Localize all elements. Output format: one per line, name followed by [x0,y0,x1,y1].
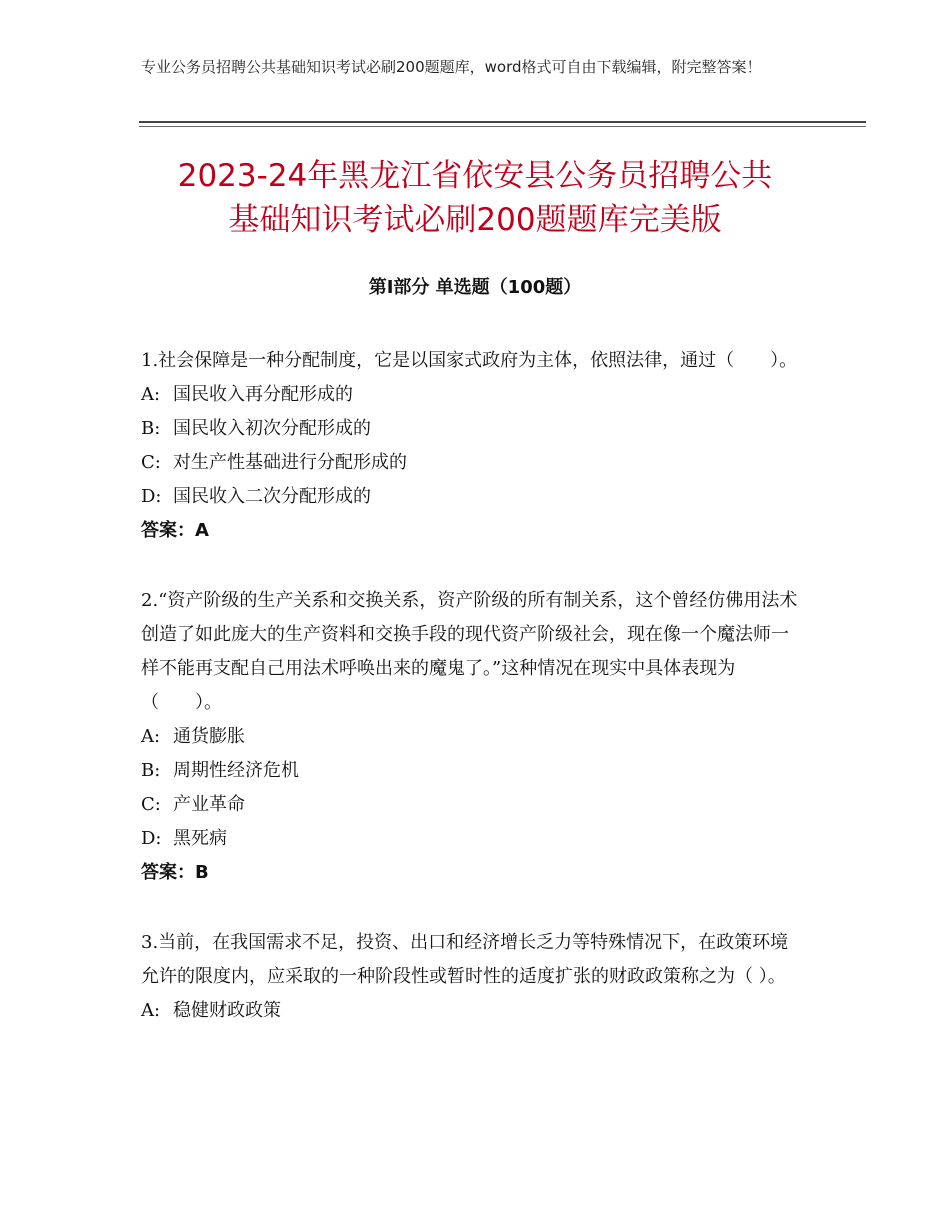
option-key: D: [141,486,162,507]
option-b [141,754,801,788]
header-rule-thin [139,126,866,127]
question-3 [141,926,801,1028]
document-title-line-2: 基础知识考试必刷200题题库完美版 [228,202,722,238]
option-text: 稳健财政政策 [173,1000,281,1021]
option-key: A: [141,726,161,747]
option-c [141,788,801,822]
option-b [141,412,801,446]
answer-label: 答案： [141,520,195,541]
answer-value: B [195,862,209,883]
question-2 [141,584,801,890]
option-text: 国民收入初次分配形成的 [173,418,371,439]
header-note: 专业公务员招聘公共基础知识考试必刷200题题库，word格式可自由下载编辑，附完整答案！ [141,58,762,76]
option-d [141,480,801,514]
answer-value: A [195,520,209,541]
document-title-line-1: 2023-24年黑龙江省依安县公务员招聘公共 [177,158,773,194]
option-key: C: [141,794,161,815]
answer-line [141,856,801,890]
answer-label: 答案： [141,862,195,883]
option-c [141,446,801,480]
option-text: 对生产性基础进行分配形成的 [173,452,407,473]
option-text: 国民收入再分配形成的 [173,384,353,405]
option-key: C: [141,452,161,473]
question-stem: 1.社会保障是一种分配制度，它是以国家式政府为主体，依照法律，通过（ ）。 [141,350,798,371]
option-a [141,720,801,754]
option-text: 周期性经济危机 [173,760,299,781]
option-key: D: [141,828,162,849]
option-key: B: [141,760,161,781]
question-stem: 2.“资产阶级的生产关系和交换关系，资产阶级的所有制关系，这个曾经仿佛用法术创造了如此庞大的生产资料和交换手段的现代资产阶级社会，现在像一个魔法师一样不能再支配自己用法术呼唤出来的魔鬼了。”这种情况在现实中具体表现为（ ）。 [141,590,798,713]
option-key: B: [141,418,161,439]
option-key: A: [141,384,161,405]
question-stem: 3.当前，在我国需求不足，投资、出口和经济增长乏力等特殊情况下，在政策环境允许的限度内，应采取的一种阶段性或暂时性的适度扩张的财政政策称之为（ ）。 [141,932,789,987]
question-list [141,344,801,1064]
answer-line [141,514,801,548]
option-d [141,822,801,856]
option-text: 黑死病 [173,828,227,849]
option-text: 国民收入二次分配形成的 [173,486,371,507]
option-text: 产业革命 [173,794,245,815]
question-1 [141,344,801,548]
header-rule-thick [139,121,866,123]
section-title: 第Ⅰ部分 单选题（100题） [368,277,582,298]
document-title [100,154,850,242]
option-a [141,994,801,1028]
option-a [141,378,801,412]
option-text: 通货膨胀 [173,726,245,747]
option-key: A: [141,1000,161,1021]
